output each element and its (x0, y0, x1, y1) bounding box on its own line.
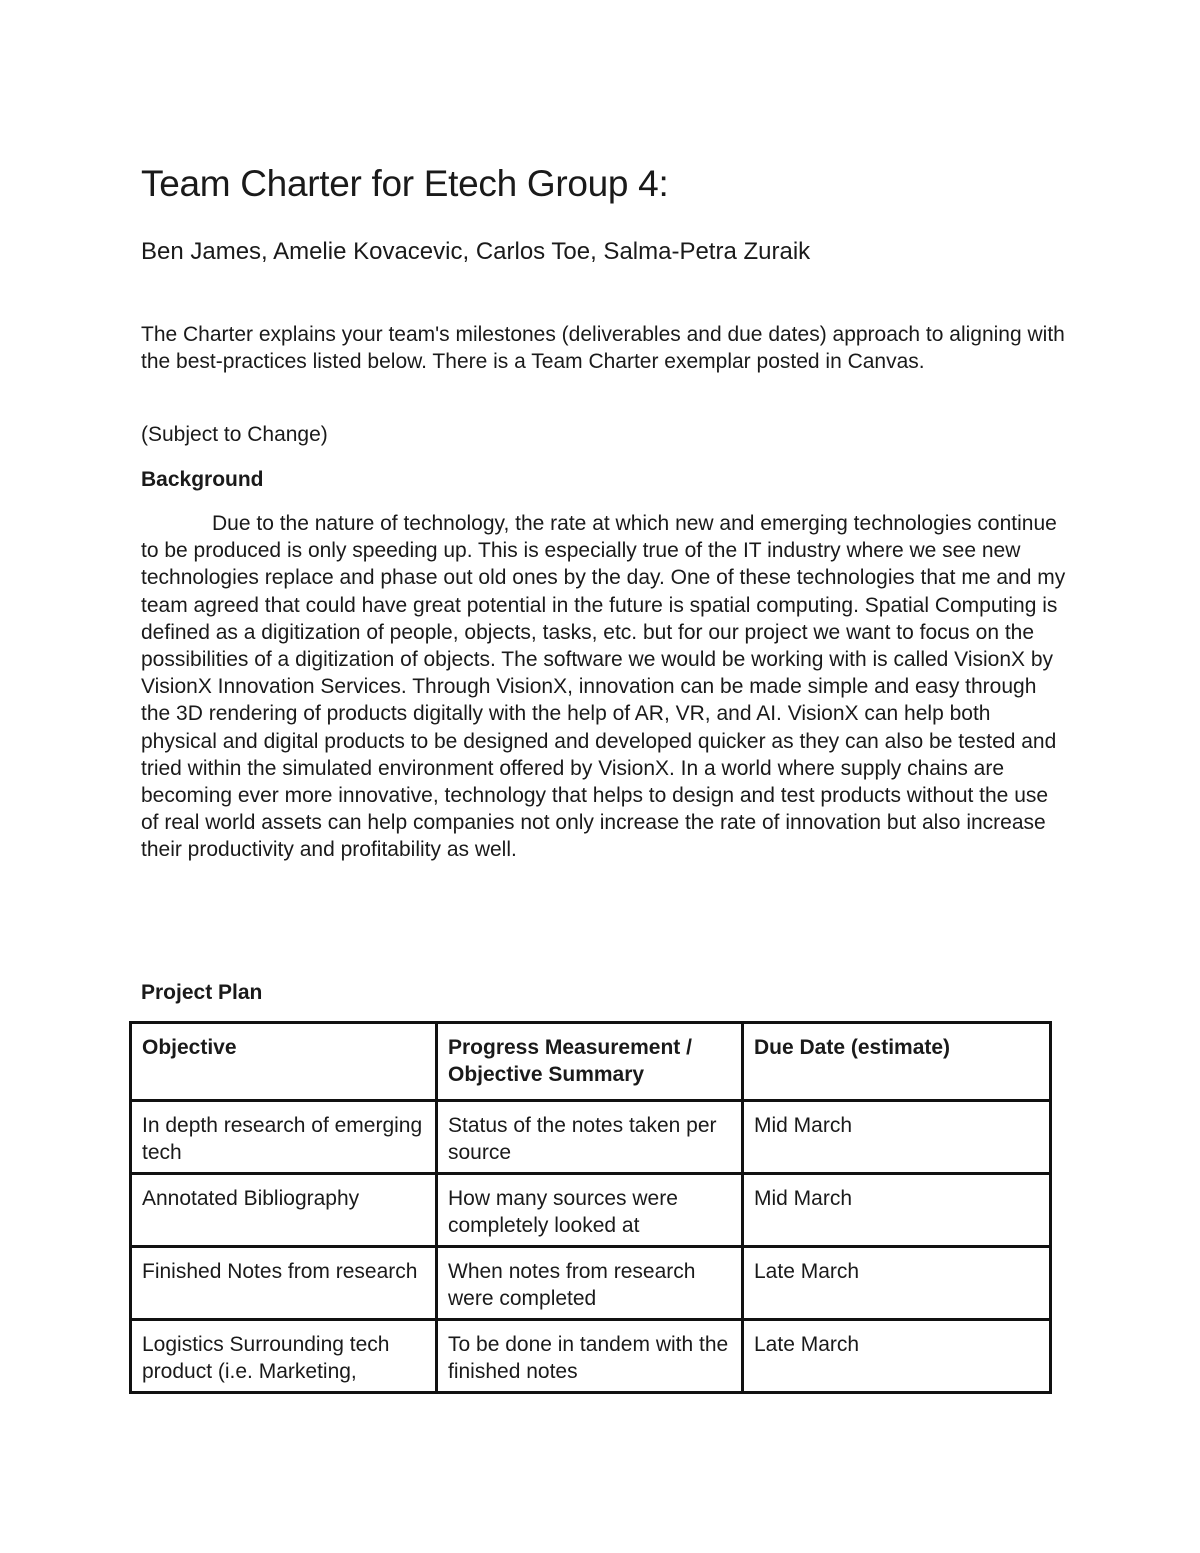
table-row (131, 1101, 1051, 1174)
team-members: Ben James, Amelie Kovacevic, Carlos Toe, Salma-Petra Zuraik (141, 238, 811, 265)
document-title: Team Charter for Etech Group 4: (141, 163, 669, 204)
objective-cell: Annotated Bibliography (131, 1174, 437, 1247)
table-header-row (131, 1023, 1051, 1101)
due-date-cell: Late March (743, 1320, 1051, 1393)
due-date-cell: Late March (743, 1247, 1051, 1320)
project-plan-table (129, 1021, 1052, 1394)
table-row (131, 1247, 1051, 1320)
progress-cell: Status of the notes taken per source (437, 1101, 743, 1174)
background-heading: Background (141, 468, 264, 491)
progress-cell: To be done in tandem with the finished notes (437, 1320, 743, 1393)
header-progress-measurement: Progress Measurement / Objective Summary (437, 1023, 743, 1101)
header-objective: Objective (131, 1023, 437, 1101)
due-date-cell: Mid March (743, 1174, 1051, 1247)
progress-cell: When notes from research were completed (437, 1247, 743, 1320)
subject-to-change-note: (Subject to Change) (141, 423, 328, 446)
objective-cell: Finished Notes from research (131, 1247, 437, 1320)
intro-paragraph: The Charter explains your team's milestones (deliverables and due dates) approach to aligning with the best-practices listed below. There is a Team Charter exemplar posted in Canvas. (141, 323, 1065, 374)
project-plan-heading: Project Plan (141, 981, 263, 1004)
background-paragraph: Due to the nature of technology, the rate at which new and emerging technologies continue to be produced is only speeding up. This is especially true of the IT industry where we see new technologies replace and phase out old ones by the day. One of these technologies that me and my team agreed that could have great potential in the future is spatial computing. Spatial Computing is defined as a digitization of people, objects, tasks, etc. but for our project we want to focus on the possibilities of a digitization of objects. The software we would be working with is called VisionX by VisionX Innovation Services. Through VisionX, innovation can be made simple and easy through the 3D rendering of products digitally with the help of AR, VR, and AI. VisionX can help both physical and digital products to be designed and developed quicker as they can also be tested and tried within the simulated environment offered by VisionX. In a world where supply chains are becoming ever more innovative, technology that helps to design and test products without the use of real world assets can help companies not only increase the rate of innovation but also increase their productivity and profitability as well. (141, 512, 1066, 862)
progress-cell: How many sources were completely looked at (437, 1174, 743, 1247)
table-row (131, 1174, 1051, 1247)
objective-cell: In depth research of emerging tech (131, 1101, 437, 1174)
objective-cell: Logistics Surrounding tech product (i.e. Marketing, (131, 1320, 437, 1393)
header-due-date: Due Date (estimate) (743, 1023, 1051, 1101)
table-row (131, 1320, 1051, 1393)
due-date-cell: Mid March (743, 1101, 1051, 1174)
